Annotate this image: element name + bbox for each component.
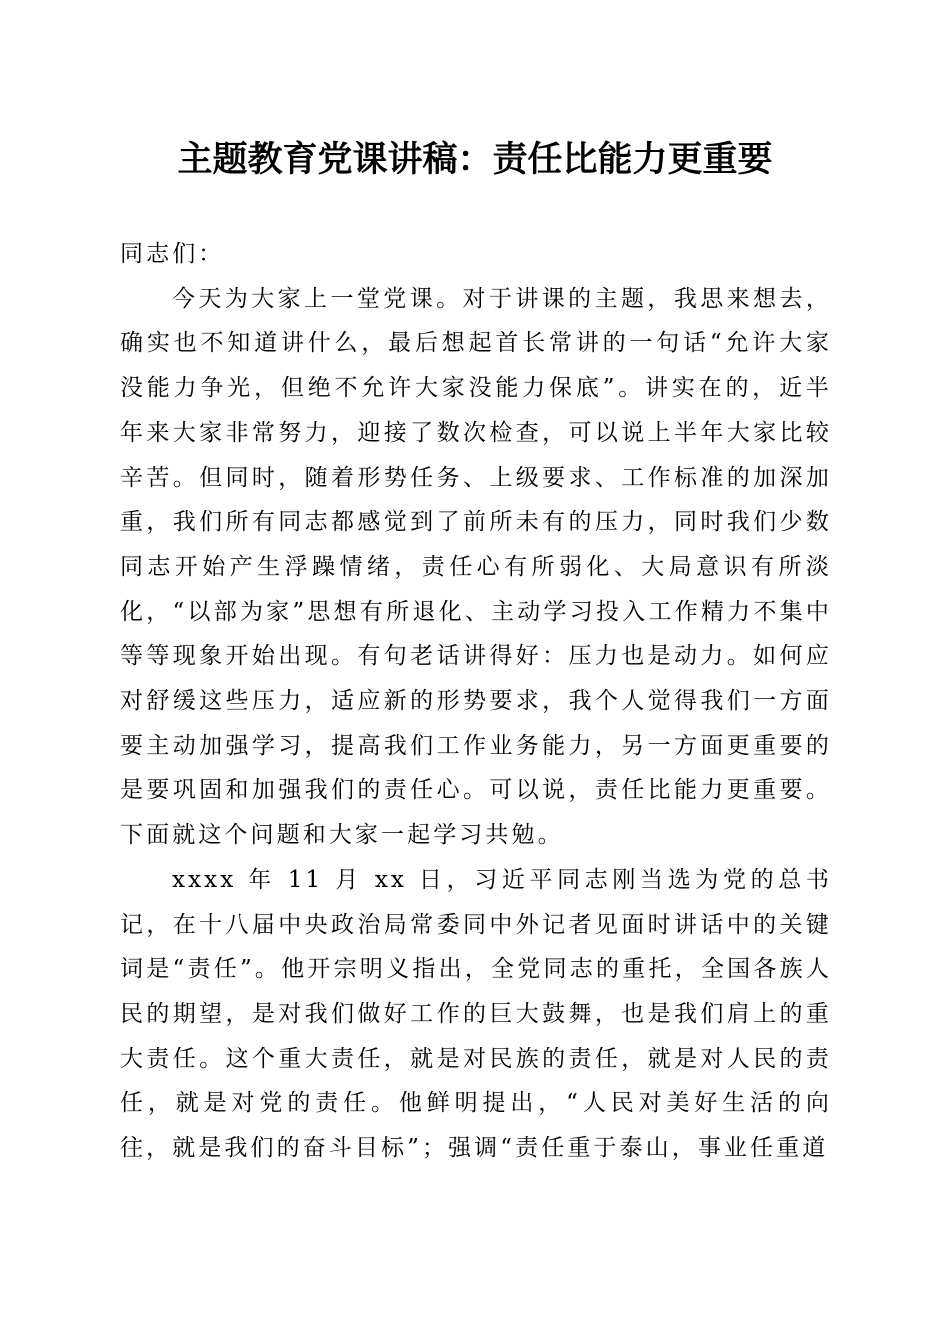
document-title: 主题教育党课讲稿：责任比能力更重要 (177, 139, 773, 180)
paragraph-1: 今天为大家上一堂党课。对于讲课的主题，我思来想去，确实也不知道讲什么，最后想起首长常讲的一句话“允许大家没能力争光，但绝不允许大家没能力保底”。讲实在的，近半年来大家非常努力，迎接了数次检查，可以说上半年大家比较辛苦。但同时，随着形势任务、上级要求、工作标准的加深加重，我们所有同志都感觉到了前所未有的压力，同时我们少数同志开始产生浮躁情绪，责任心有所弱化、大局意识有所淡化，“以部为家”思想有所退化、主动学习投入工作精力不集中等等现象开始出现。有句老话讲得好：压力也是动力。如何应对舒缓这些压力，适应新的形势要求，我个人觉得我们一方面要主动加强学习，提高我们工作业务能力，另一方面更重要的是要巩固和加强我们的责任心。可以说，责任比能力更重要。下面就这个问题和大家一起学习共勉。 (120, 285, 832, 849)
document-body (120, 232, 832, 1171)
salutation: 同志们： (120, 241, 225, 267)
paragraph-2: xxxx 年 11 月 xx 日，习近平同志刚当选为党的总书记，在十八届中央政治局常委同中外记者见面时讲话中的关键词是“责任”。他开宗明义指出，全党同志的重托，全国各族人民的期望，是对我们做好工作的巨大鼓舞，也是我们肩上的重大责任。这个重大责任，就是对民族的责任，就是对人民的责任，就是对党的责任。他鲜明提出，“人民对美好生活的向往，就是我们的奋斗目标”；强调“责任重于泰山，事业任重道 (120, 866, 832, 1162)
